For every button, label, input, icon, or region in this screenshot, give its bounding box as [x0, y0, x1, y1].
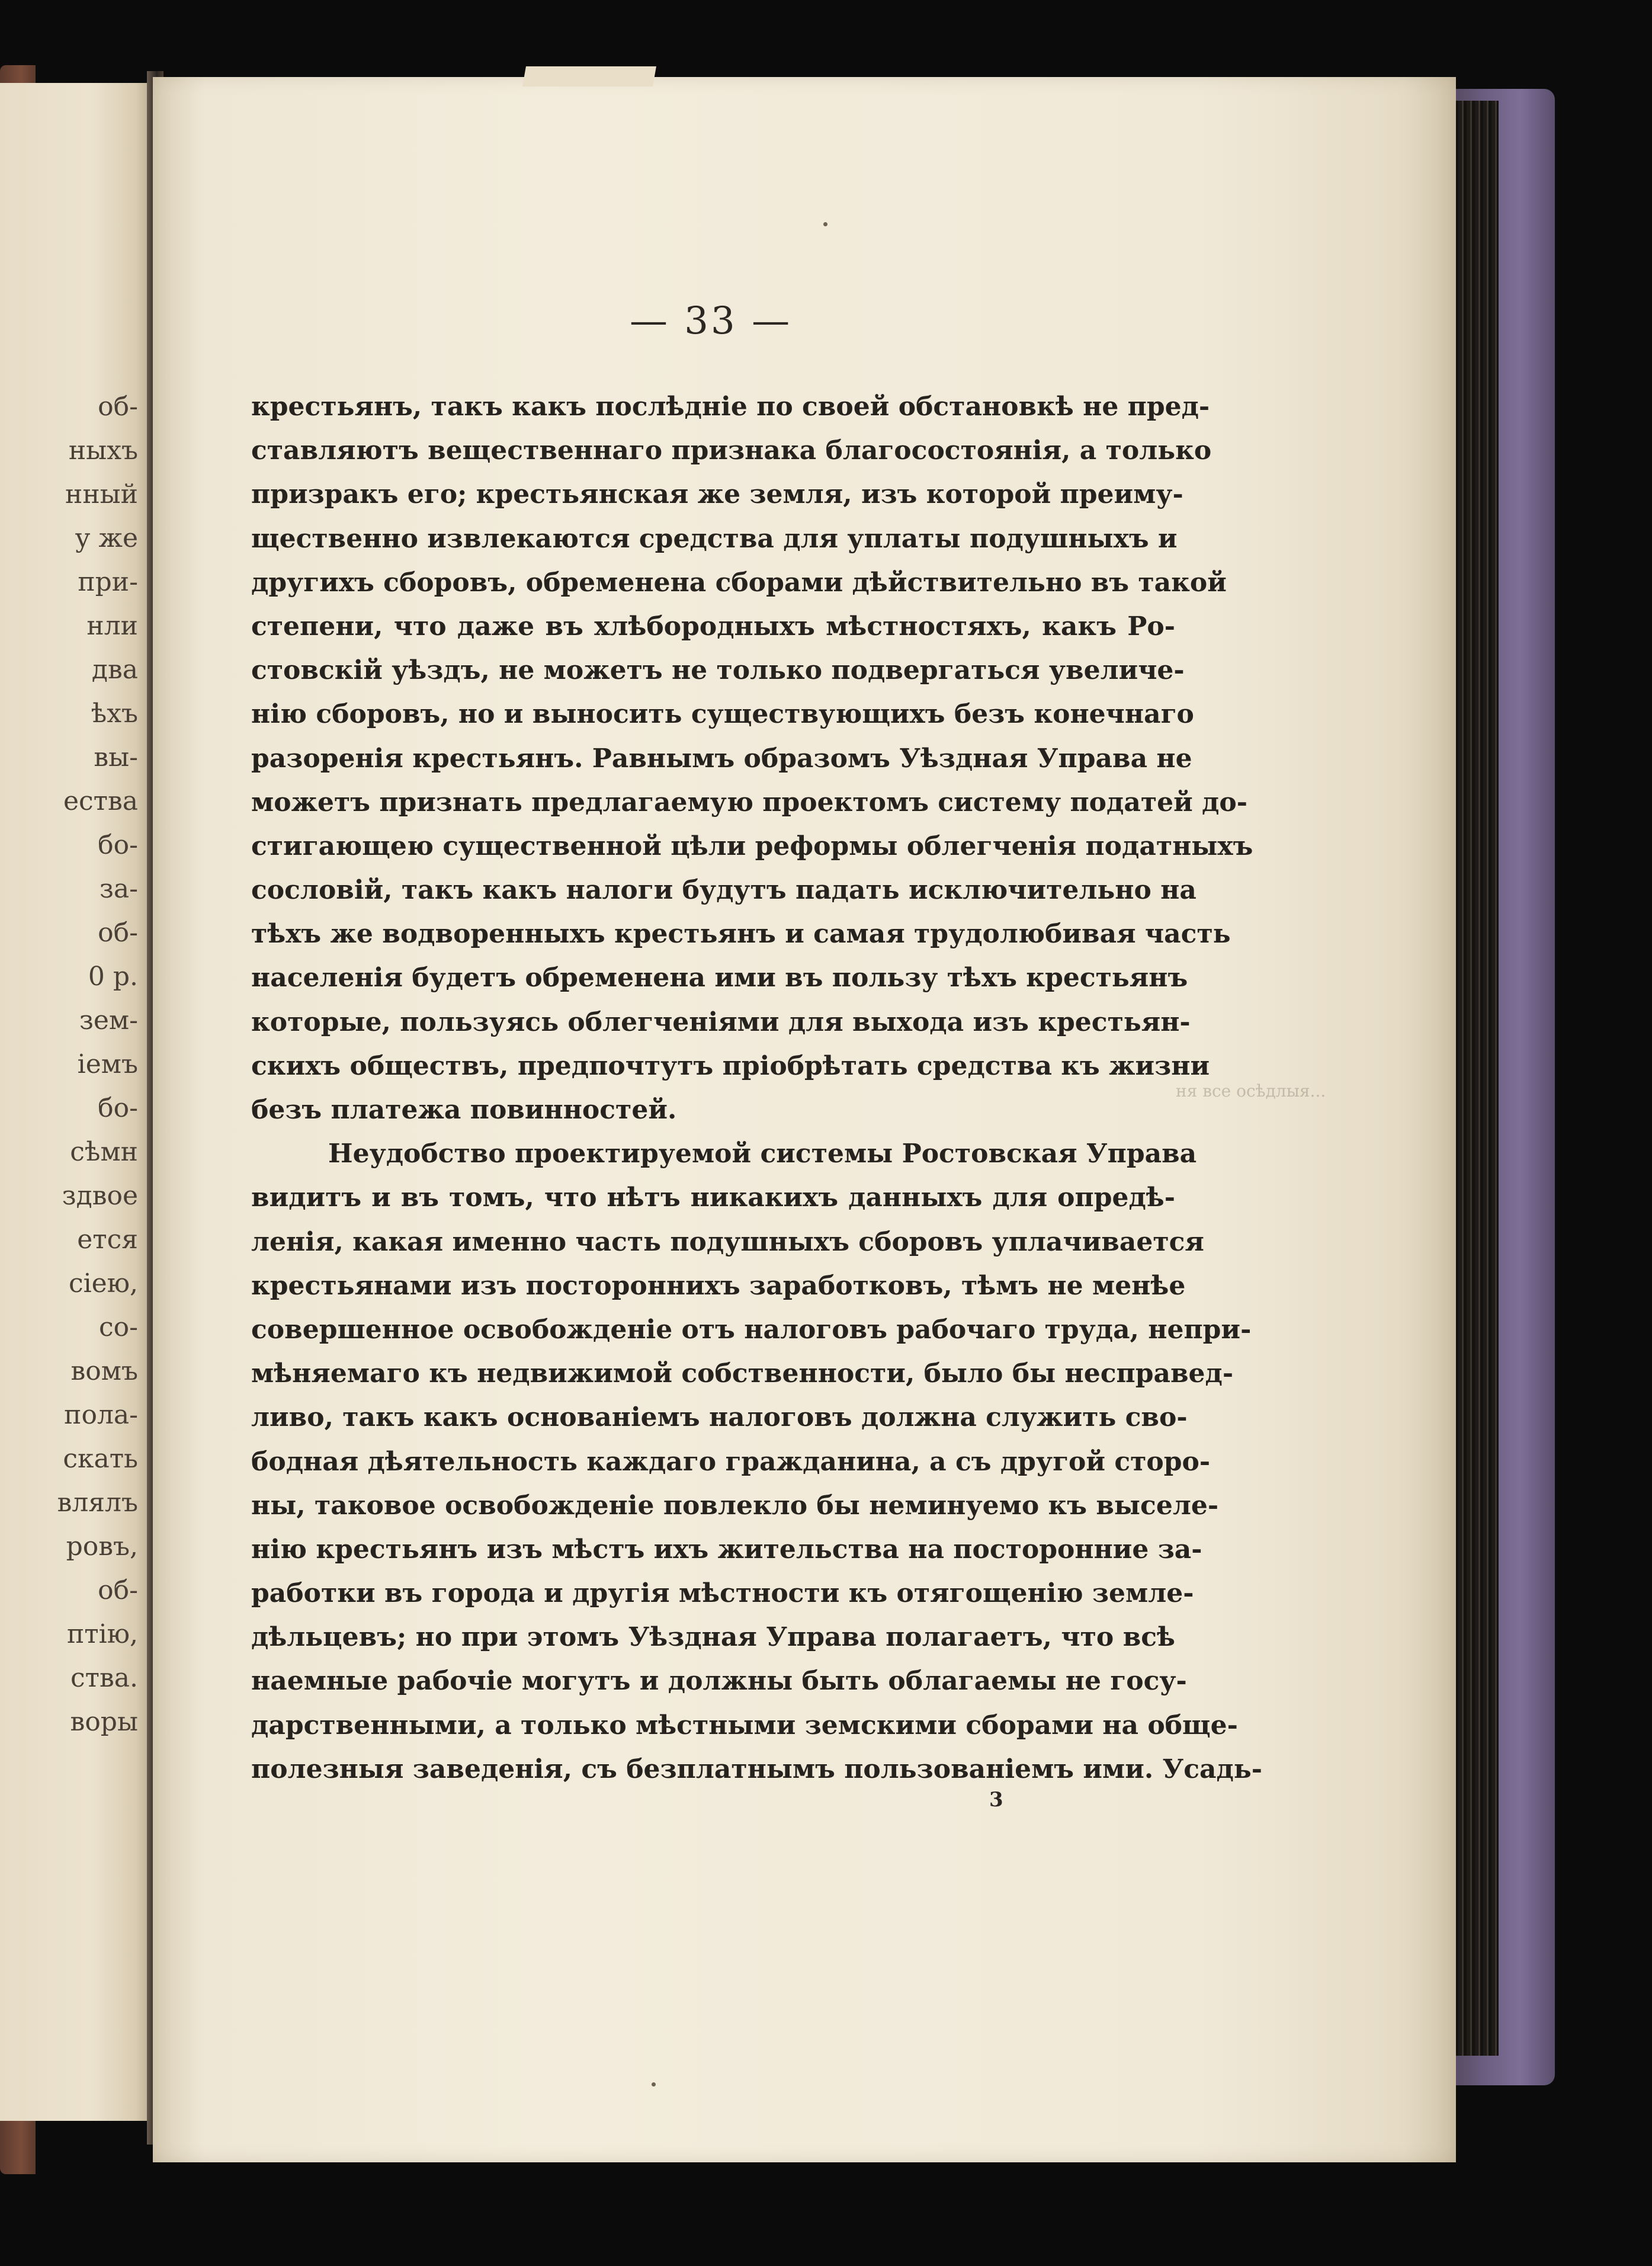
facing-page-fragment: об- [98, 918, 138, 948]
text-line: бодная дѣятельность каждаго гражданина, а съ другой сторо- [251, 1446, 1211, 1477]
text-line: безъ платежа повинностей. [251, 1095, 677, 1125]
facing-page-fragment: пола- [64, 1400, 138, 1430]
text-line: которые, пользуясь облегченiями для выхода изъ крестьян- [251, 1007, 1191, 1037]
facing-page-fragment: вомъ [70, 1356, 138, 1386]
facing-page-fragment: влялъ [57, 1488, 138, 1518]
text-line: мѣняемаго къ недвижимой собственности, было бы несправед- [251, 1358, 1234, 1389]
facing-page-fragment: бо- [98, 1093, 138, 1123]
facing-page-fragment: ныхъ [68, 435, 138, 466]
text-line: стовскiй уѣздъ, не можетъ не только подвергаться увеличе- [251, 655, 1185, 686]
text-line: полезныя заведенiя, съ безплатнымъ пользованiемъ ими. Усадь- [251, 1754, 1262, 1784]
facing-page-fragment: два [91, 655, 138, 685]
text-line: крестьянами изъ постороннихъ заработковъ, тѣмъ не менѣе [251, 1270, 1186, 1301]
text-line: видитъ и въ томъ, что нѣтъ никакихъ данныхъ для опредѣ- [251, 1182, 1175, 1213]
text-line: скихъ обществъ, предпочтутъ прiобрѣтать средства къ жизни [251, 1050, 1210, 1081]
show-through-text: ня все осѣдлыя... [1176, 1081, 1326, 1101]
facing-page-fragment: ется [77, 1225, 138, 1255]
page-number: — 33 — [629, 299, 793, 343]
text-line: ливо, такъ какъ основанiемъ налоговъ должна служить сво- [251, 1402, 1188, 1433]
text-line: призракъ его; крестьянская же земля, изъ которой преиму- [251, 479, 1183, 510]
paper-speck [823, 222, 827, 226]
facing-page-fragment: iемъ [77, 1049, 138, 1079]
facing-page-fragment: об- [98, 1575, 138, 1605]
facing-page-fragment: нли [86, 611, 138, 641]
facing-page-fragment: зем- [79, 1005, 138, 1036]
text-line: дарственными, а только мѣстными земскими сборами на обще- [251, 1710, 1238, 1741]
facing-page-fragment: у же [75, 523, 138, 553]
facing-page-fragment: об- [98, 392, 138, 422]
torn-page-tab [522, 66, 656, 86]
facing-page-fragment: сѣмн [70, 1137, 138, 1167]
text-line: тѣхъ же водворенныхъ крестьянъ и самая трудолюбивая часть [251, 919, 1231, 950]
text-line: щественно извлекаются средства для уплаты подушныхъ и [251, 523, 1178, 554]
paper-speck [652, 2082, 656, 2086]
facing-page-fragment: скать [63, 1444, 138, 1474]
facing-page-fragment: 0 р. [88, 961, 138, 992]
text-line: совершенное освобожденiе отъ налоговъ рабочаго труда, непри- [251, 1314, 1252, 1345]
text-line: стигающею существенной цѣли реформы облегченiя податныхъ [251, 831, 1253, 861]
facing-page-fragment: ества [63, 786, 138, 816]
text-line: можетъ признать предлагаемую проектомъ систему податей до- [251, 787, 1247, 818]
facing-page-fragment: при- [78, 567, 138, 597]
facing-page-fragment: ства. [70, 1663, 138, 1693]
facing-page-fragment: воры [70, 1707, 138, 1737]
text-line: крестьянъ, такъ какъ послѣднiе по своей обстановкѣ не пред- [251, 392, 1210, 422]
text-line: нiю крестьянъ изъ мѣстъ ихъ жительства на посторонние за- [251, 1534, 1202, 1565]
facing-page-fragment: здвое [62, 1181, 138, 1211]
facing-page-fragment: вы- [94, 742, 138, 773]
facing-page-fragment: бо- [98, 830, 138, 860]
text-line: разоренiя крестьянъ. Равнымъ образомъ Уѣздная Управа не [251, 743, 1192, 774]
text-line: сословiй, такъ какъ налоги будутъ падать исключительно на [251, 875, 1197, 906]
text-line: ленiя, какая именно часть подушныхъ сборовъ уплачивается [251, 1226, 1204, 1257]
text-line: ны, таковое освобожденiе повлекло бы неминуемо къ выселе- [251, 1490, 1219, 1521]
facing-page-fragment: со- [99, 1312, 138, 1342]
text-line: дѣльцевъ; но при этомъ Уѣздная Управа полагаетъ, что всѣ [251, 1622, 1175, 1653]
facing-page-text [57, 385, 138, 1744]
facing-page-fragment: сiею, [68, 1268, 138, 1299]
facing-page-fragment: ровъ, [66, 1531, 138, 1562]
text-line: населенiя будетъ обременена ими въ пользу тѣхъ крестьянъ [251, 963, 1188, 993]
facing-page-fragment: за- [99, 874, 138, 904]
text-line: ставляютъ вещественнаго признака благосостоянiя, а только [251, 435, 1212, 466]
text-line: другихъ сборовъ, обременена сборами дѣйствительно въ такой [251, 567, 1227, 598]
facing-page [0, 83, 151, 2121]
facing-page-fragment: птiю, [66, 1619, 138, 1649]
facing-page-fragment: нный [65, 479, 138, 509]
signature-mark: 3 [989, 1788, 1003, 1812]
text-line: Неудобство проектируемой системы Ростовская Управа [328, 1139, 1197, 1169]
text-line: нiю сборовъ, но и выносить существующихъ безъ конечнаго [251, 699, 1194, 730]
text-line: степени, что даже въ хлѣбородныхъ мѣстностяхъ, какъ Ро- [251, 611, 1175, 642]
facing-page-fragment: ѣхъ [91, 698, 138, 729]
text-line: наемные рабочiе могутъ и должны быть облагаемы не госу- [251, 1666, 1187, 1697]
text-line: работки въ города и другiя мѣстности къ отягощенiю земле- [251, 1578, 1194, 1609]
